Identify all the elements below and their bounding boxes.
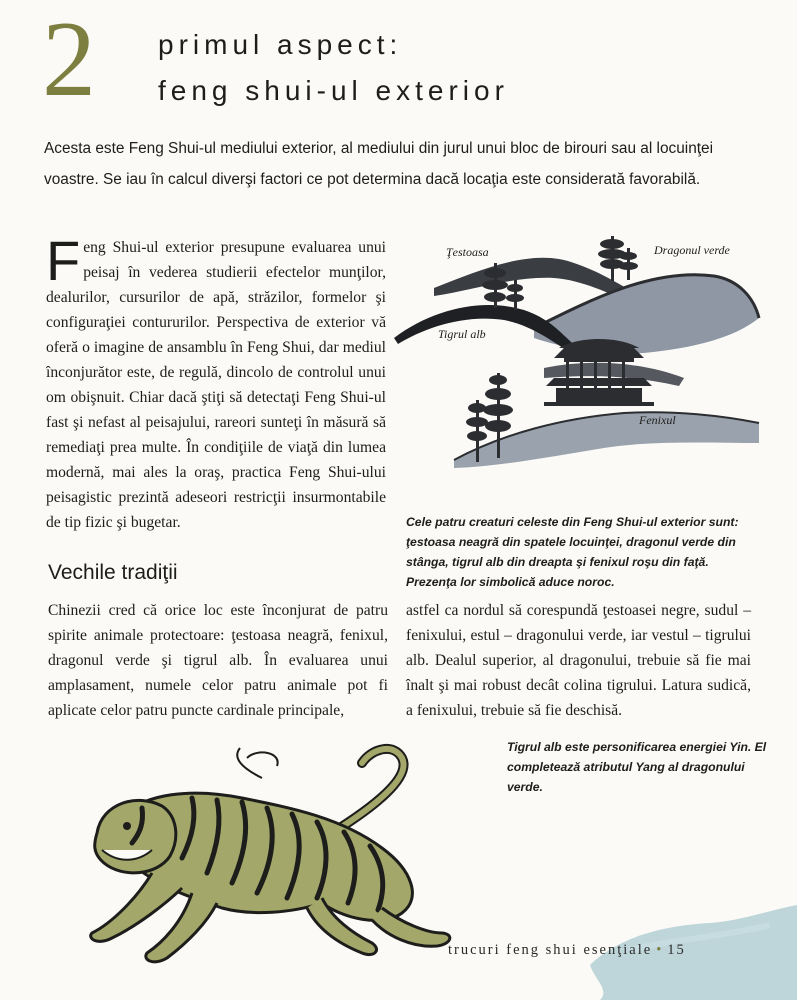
chapter-title-line-2: feng shui-ul exterior xyxy=(158,75,509,106)
landscape-caption: Cele patru creaturi celeste din Feng Shui-ul exterior sunt: ţestoasa neagră din spatele locuinţei, dragonul verde din stânga, tigrul alb din dreapta şi fenixul roşu din faţă. Prezenţa lor simbolică aduce noroc. xyxy=(406,515,739,589)
chapter-title-line-1: primul aspect: xyxy=(158,29,403,60)
label-turtle: Ţestoasa xyxy=(446,245,489,259)
body-paragraph-2-left: Chinezii cred că orice loc este înconjurat de patru spirite animale protectoare: ţestoasa neagră, fenixul, dragonul verde şi tigrul alb. În evaluarea unui amplasament, numele celor patru animale pot fi aplicate celor patru puncte cardinale principale, xyxy=(48,602,388,719)
chapter-number: 2 xyxy=(42,0,96,119)
intro-paragraph: Acesta este Feng Shui-ul mediului exterior, al mediului din jurul unui bloc de birouri sau al locuinţei voastre. Se iau în calcul diverşi factori ce pot determina dacă locaţia este considerată favorabilă. xyxy=(44,140,714,188)
label-dragon: Dragonul verde xyxy=(654,243,730,257)
label-tiger: Tigrul alb xyxy=(438,327,486,341)
body-paragraph-1-text: eng Shui-ul exterior presupune evaluarea unui peisaj în vederea studierii efectelor munţilor, dealurilor, cursurilor de apă, străzilor, formelor şi configuraţiei contururilor. Perspectiva de exterior vă oferă o imagine de ansamblu în Feng Shui, dar mediul înconjurător este, de regulă, dincolo de controlul unui om obişnuit. Chiar dacă ştiţi să detectaţi Feng Shui-ul fast şi nefast al peisajului, rareori sunteţi în măsură să remediaţi prea multe. În condiţiile de viaţă din lumea modernă, mai ales la oraş, practica Feng Shui-ului peisagistic prezintă adeseori restricţii insurmontabile de tip fizic şi bugetar. xyxy=(46,239,386,531)
footer-book-title: trucuri feng shui esenţiale xyxy=(448,942,653,958)
tiger-caption: Tigrul alb este personificarea energiei Yin. El completează atributul Yang al dragonului verde. xyxy=(507,740,767,794)
body-paragraph-1 xyxy=(46,229,386,535)
chapter-title xyxy=(158,22,509,114)
label-phoenix: Fenixul xyxy=(639,413,676,427)
four-creatures-landscape-illustration xyxy=(394,228,764,503)
section-heading: Vechile tradiţii xyxy=(48,561,178,584)
body-paragraph-2-right: astfel ca nordul să corespundă ţestoasei negre, sudul – fenixului, estul – dragonului verde, iar vestul – tigrului alb. Dealul superior, al dragonului, trebuie să fie mai înalt şi mai robust decât colina tigrului. Latura sudică, a fenixului, trebuie să fie deschisă. xyxy=(406,602,751,719)
footer-bullet-icon: • xyxy=(656,942,664,958)
page-number: 15 xyxy=(667,942,686,958)
dropcap-letter: F xyxy=(46,229,81,292)
white-tiger-illustration xyxy=(82,738,462,978)
page-footer xyxy=(448,942,686,959)
